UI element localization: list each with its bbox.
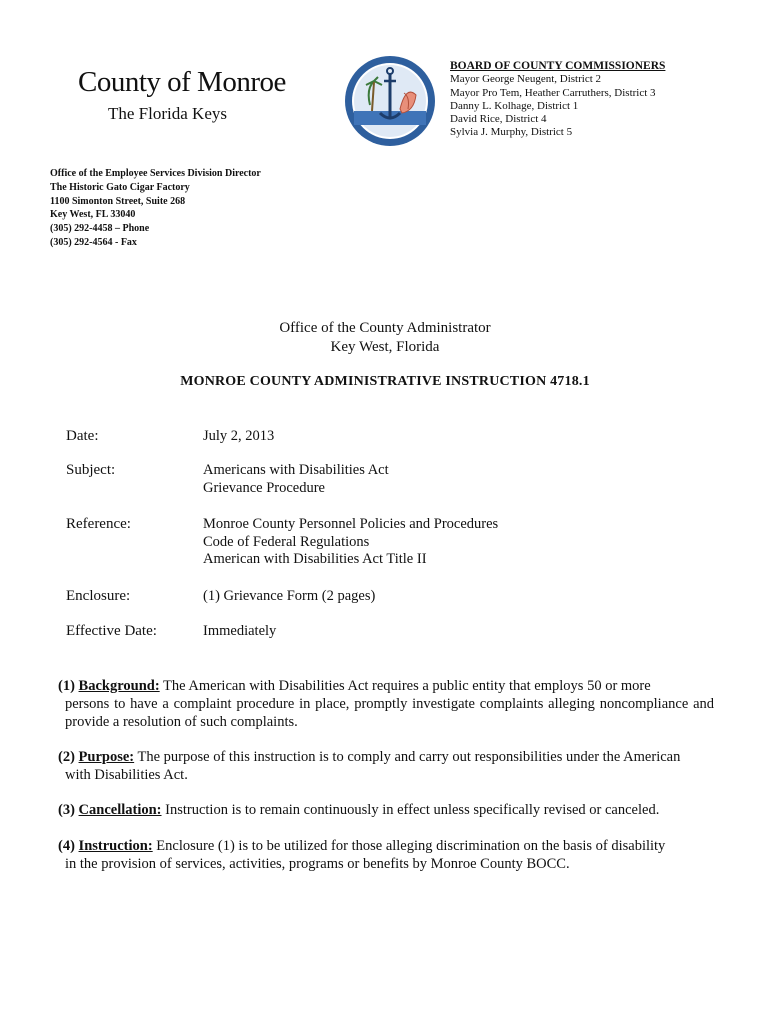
instruction-title: MONROE COUNTY ADMINISTRATIVE INSTRUCTION 4718.1 bbox=[180, 374, 590, 389]
reference-label: Reference: bbox=[66, 516, 131, 532]
office-line: Key West, FL 33040 bbox=[50, 209, 136, 221]
board-member: David Rice, District 4 bbox=[450, 113, 547, 126]
section-heading: Cancellation: bbox=[78, 802, 162, 818]
section-text-continued: persons to have a complaint procedure in place, promptly investigate complaints alleging noncompliance and provide a resolution of such complaints. bbox=[65, 696, 714, 730]
section-number: (1) bbox=[58, 678, 75, 694]
date-label: Date: bbox=[66, 428, 99, 444]
effective-date-value: Immediately bbox=[203, 623, 277, 639]
reference-value bbox=[203, 516, 498, 569]
enclosure-value: (1) Grievance Form (2 pages) bbox=[203, 588, 376, 604]
office-line: (305) 292-4458 – Phone bbox=[50, 223, 150, 235]
reference-line: Code of Federal Regulations bbox=[203, 533, 370, 550]
location-heading: Key West, Florida bbox=[330, 339, 440, 355]
board-member: Mayor Pro Tem, Heather Carruthers, District 3 bbox=[450, 86, 656, 99]
section-text: The American with Disabilities Act requires a public entity that employs 50 or more bbox=[163, 678, 651, 694]
office-address-block bbox=[50, 167, 261, 250]
county-title: County of Monroe bbox=[78, 66, 286, 98]
section-background bbox=[58, 677, 714, 731]
section-text: Enclosure (1) is to be utilized for those alleging discrimination on the basis of disability bbox=[156, 838, 666, 854]
office-line: (305) 292-4564 - Fax bbox=[50, 236, 137, 248]
section-purpose bbox=[58, 748, 714, 784]
section-number: (2) bbox=[58, 749, 75, 765]
section-text: The purpose of this instruction is to comply and carry out responsibilities under the American bbox=[137, 749, 681, 765]
section-heading: Instruction: bbox=[78, 838, 153, 854]
section-number: (3) bbox=[58, 802, 75, 818]
section-text-continued: in the provision of services, activities, programs or benefits by Monroe County BOCC. bbox=[65, 856, 570, 872]
section-heading: Background: bbox=[78, 678, 160, 694]
effective-date-label: Effective Date: bbox=[66, 623, 157, 639]
board-member: Sylvia J. Murphy, District 5 bbox=[450, 126, 573, 139]
section-text: Instruction is to remain continuously in effect unless specifically revised or canceled. bbox=[165, 802, 660, 818]
office-line: The Historic Gato Cigar Factory bbox=[50, 181, 190, 193]
subject-line: Grievance Procedure bbox=[203, 479, 325, 496]
county-subtitle: The Florida Keys bbox=[108, 104, 227, 123]
reference-line: Monroe County Personnel Policies and Procedures bbox=[203, 516, 499, 532]
section-number: (4) bbox=[58, 838, 75, 854]
section-heading: Purpose: bbox=[78, 749, 135, 765]
enclosure-label: Enclosure: bbox=[66, 588, 131, 604]
board-member: Mayor George Neugent, District 2 bbox=[450, 73, 602, 86]
section-cancellation bbox=[58, 801, 714, 819]
section-text-continued: with Disabilities Act. bbox=[65, 767, 188, 783]
subject-value bbox=[203, 462, 389, 497]
board-heading: BOARD OF COUNTY COMMISSIONERS bbox=[450, 60, 666, 72]
subject-line: Americans with Disabilities Act bbox=[203, 462, 389, 478]
board-member: Danny L. Kolhage, District 1 bbox=[450, 99, 579, 112]
office-line: 1100 Simonton Street, Suite 268 bbox=[50, 195, 186, 207]
county-seal-icon bbox=[344, 55, 436, 147]
section-instruction bbox=[58, 837, 714, 873]
office-line: Office of the Employee Services Division Director bbox=[50, 168, 261, 179]
office-heading: Office of the County Administrator bbox=[279, 320, 491, 336]
date-value: July 2, 2013 bbox=[203, 428, 275, 444]
reference-line: American with Disabilities Act Title II bbox=[203, 551, 427, 567]
subject-label: Subject: bbox=[66, 462, 116, 478]
board-of-commissioners bbox=[450, 60, 665, 140]
